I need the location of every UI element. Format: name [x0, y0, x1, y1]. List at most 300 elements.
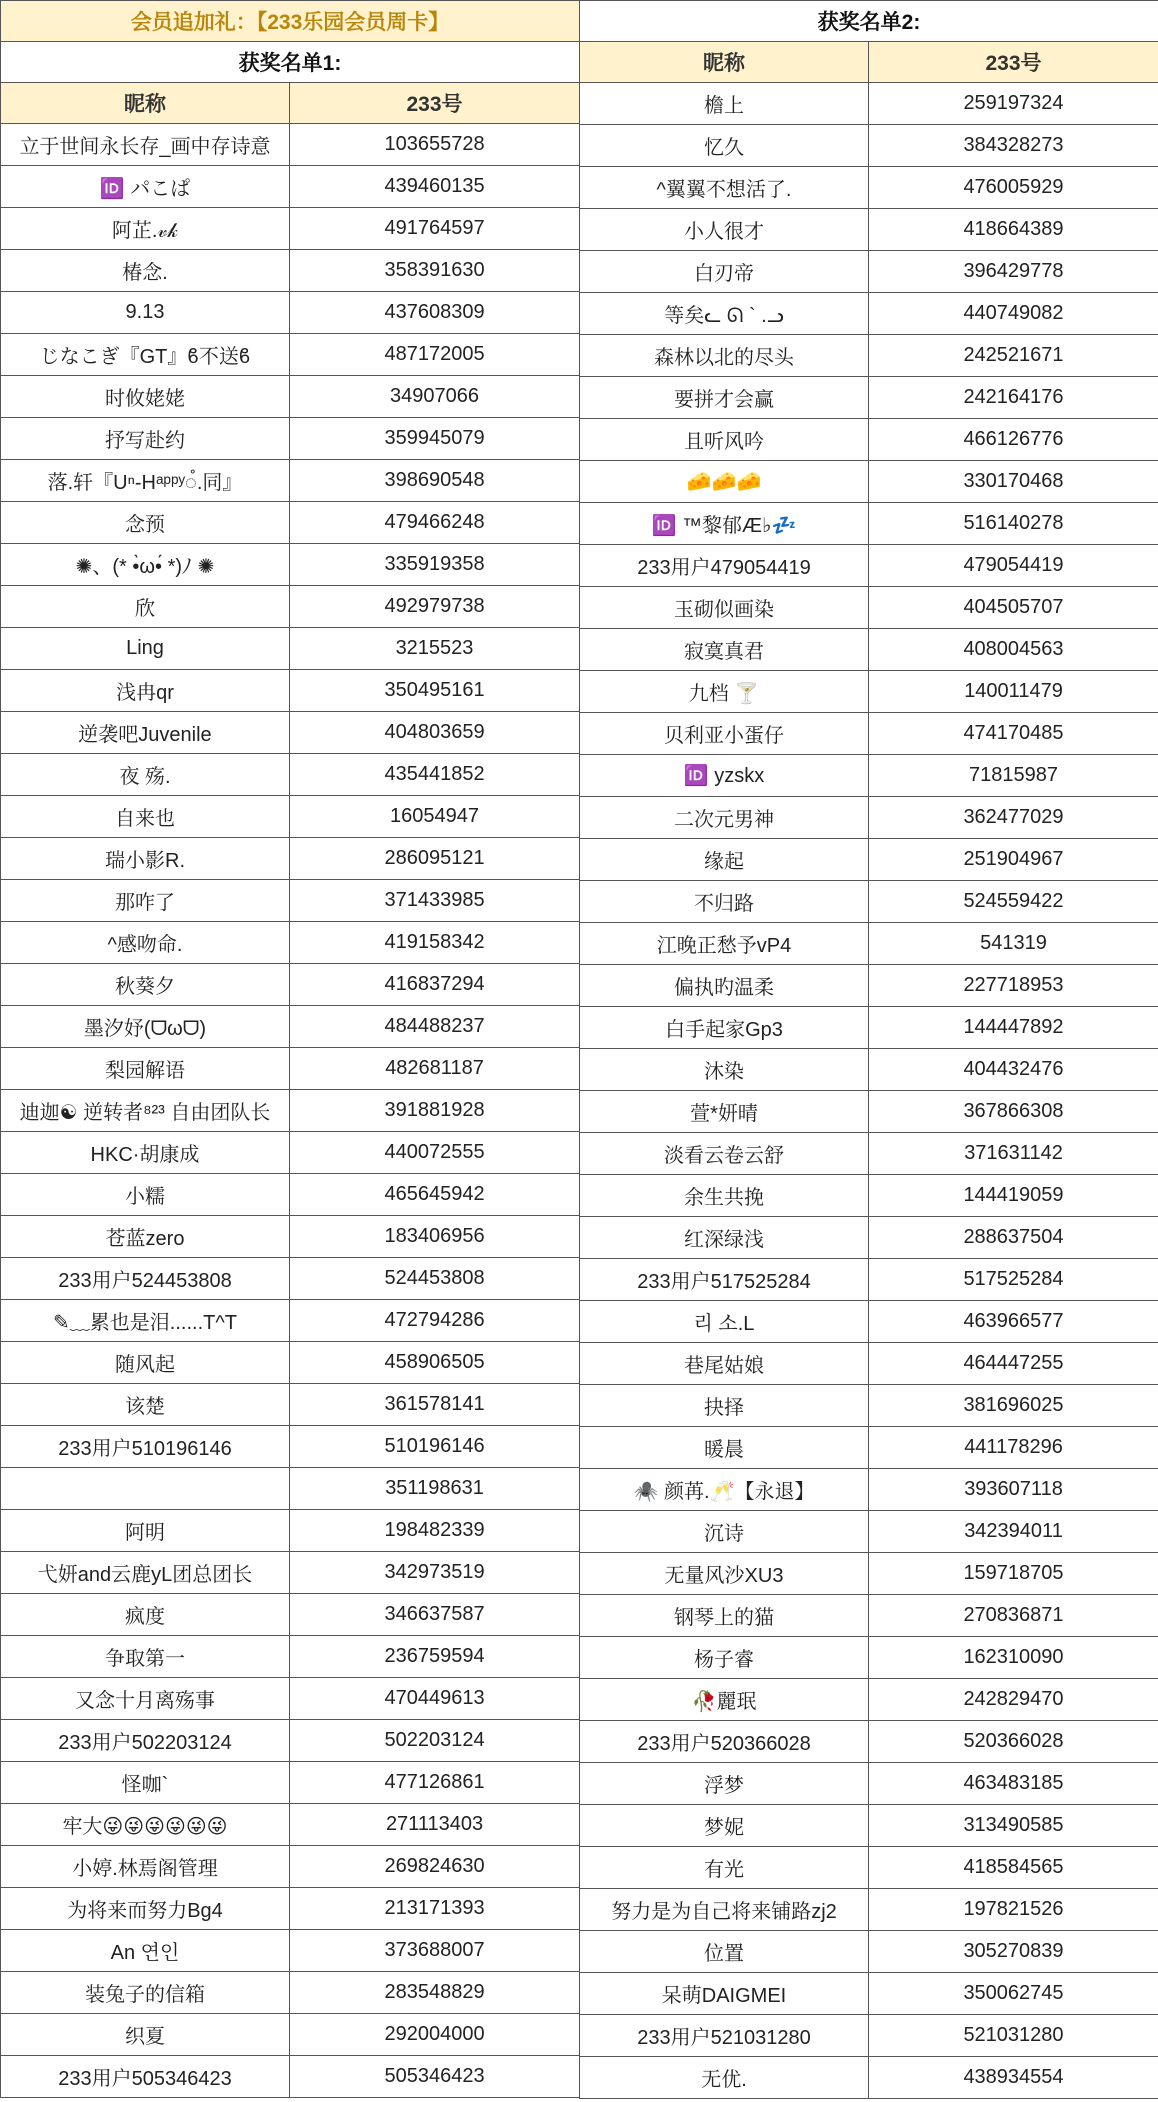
id-233-cell: 342973519 [290, 1552, 580, 1594]
nickname-cell: 浮梦 [580, 1763, 869, 1805]
table-row [1, 1132, 580, 1174]
winner-list-2-table [579, 0, 1158, 2099]
nickname-cell: 偏执旳温柔 [580, 965, 869, 1007]
id-233-cell: 487172005 [290, 334, 580, 376]
table-row [580, 377, 1158, 419]
nickname-cell: 抒写赴约 [1, 418, 290, 460]
table-row [580, 1763, 1158, 1805]
table-row [580, 1973, 1158, 2015]
id-233-cell: 463966577 [869, 1301, 1158, 1343]
nickname-cell: 那咋了 [1, 880, 290, 922]
id-233-cell: 477126861 [290, 1762, 580, 1804]
id-233-cell: 159718705 [869, 1553, 1158, 1595]
table-row [580, 1847, 1158, 1889]
table-row [1, 1300, 580, 1342]
table-row [1, 1384, 580, 1426]
table-row [1, 292, 580, 334]
table-row [580, 1469, 1158, 1511]
table-row [580, 1385, 1158, 1427]
id-233-cell: 3215523 [290, 628, 580, 670]
table-row [580, 587, 1158, 629]
table-row [1, 1552, 580, 1594]
id-233-cell: 517525284 [869, 1259, 1158, 1301]
table-row [580, 1007, 1158, 1049]
id-233-cell: 236759594 [290, 1636, 580, 1678]
id-233-cell: 440749082 [869, 293, 1158, 335]
table-row [1, 1720, 580, 1762]
table-row [580, 923, 1158, 965]
nickname-cell: 随风起 [1, 1342, 290, 1384]
table-row [1, 166, 580, 208]
nickname-cell: 🥀麗珉 [580, 1679, 869, 1721]
id-233-cell: 541319 [869, 923, 1158, 965]
id-233-cell: 361578141 [290, 1384, 580, 1426]
id-233-cell: 464447255 [869, 1343, 1158, 1385]
table-row [1, 544, 580, 586]
nickname-cell: 白刃帝 [580, 251, 869, 293]
id-233-cell: 524453808 [290, 1258, 580, 1300]
nickname-cell: ^感吻命. [1, 922, 290, 964]
id-233-cell: 346637587 [290, 1594, 580, 1636]
id-233-cell: 227718953 [869, 965, 1158, 1007]
id-233-cell: 505346423 [290, 2056, 580, 2098]
id-233-cell: 373688007 [290, 1930, 580, 1972]
nickname-cell: 时攸姥姥 [1, 376, 290, 418]
id-233-cell: 458906505 [290, 1342, 580, 1384]
table-row [580, 1511, 1158, 1553]
table-row [1, 460, 580, 502]
nickname-cell: 争取第一 [1, 1636, 290, 1678]
nickname-cell: 🆔 パこぱ [1, 166, 290, 208]
table-row [580, 755, 1158, 797]
nickname-cell: 不归路 [580, 881, 869, 923]
table-row [1, 250, 580, 292]
id-233-cell: 516140278 [869, 503, 1158, 545]
id-233-cell: 479466248 [290, 502, 580, 544]
table-row [580, 1049, 1158, 1091]
nickname-cell: 233用户517525284 [580, 1259, 869, 1301]
list2-col-id-header: 233号 [869, 42, 1158, 83]
table-row [1, 2014, 580, 2056]
winner-list-2-panel [579, 0, 1158, 2102]
nickname-cell: 小人很才 [580, 209, 869, 251]
list1-title: 获奖名单1: [1, 42, 580, 83]
table-row [580, 1259, 1158, 1301]
table-row [580, 419, 1158, 461]
table-row [580, 1343, 1158, 1385]
id-233-cell: 470449613 [290, 1678, 580, 1720]
table-row [580, 1931, 1158, 1973]
id-233-cell: 418664389 [869, 209, 1158, 251]
table-row [580, 1679, 1158, 1721]
id-233-cell: 463483185 [869, 1763, 1158, 1805]
nickname-cell: An 연인 [1, 1930, 290, 1972]
nickname-cell: 🧀🧀🧀 [580, 461, 869, 503]
id-233-cell: 502203124 [290, 1720, 580, 1762]
table-row [580, 2057, 1158, 2099]
id-233-cell: 313490585 [869, 1805, 1158, 1847]
nickname-cell: 淡看云卷云舒 [580, 1133, 869, 1175]
id-233-cell: 465645942 [290, 1174, 580, 1216]
table-row [580, 629, 1158, 671]
nickname-cell: 沉诗 [580, 1511, 869, 1553]
id-233-cell: 34907066 [290, 376, 580, 418]
id-233-cell: 140011479 [869, 671, 1158, 713]
list2-column-header-row [580, 42, 1158, 83]
id-233-cell: 283548829 [290, 1972, 580, 2014]
table-row [1, 670, 580, 712]
id-233-cell: 384328273 [869, 125, 1158, 167]
list1-col-id-header: 233号 [290, 83, 580, 124]
table-row [1, 502, 580, 544]
id-233-cell: 510196146 [290, 1426, 580, 1468]
nickname-cell: 🆔 yzskx [580, 755, 869, 797]
nickname-cell: 缘起 [580, 839, 869, 881]
table-row [580, 83, 1158, 125]
nickname-cell [1, 1468, 290, 1510]
nickname-cell: 逆袭吧Juvenile [1, 712, 290, 754]
id-233-cell: 367866308 [869, 1091, 1158, 1133]
nickname-cell: 钢琴上的猫 [580, 1595, 869, 1637]
id-233-cell: 103655728 [290, 124, 580, 166]
id-233-cell: 269824630 [290, 1846, 580, 1888]
id-233-cell: 418584565 [869, 1847, 1158, 1889]
table-row [1, 1846, 580, 1888]
nickname-cell: 阿芷.𝓋𝓀 [1, 208, 290, 250]
table-row [580, 1133, 1158, 1175]
nickname-cell: 秋葵夕 [1, 964, 290, 1006]
table-row [580, 461, 1158, 503]
table-row [580, 1217, 1158, 1259]
id-233-cell: 437608309 [290, 292, 580, 334]
nickname-cell: 梦妮 [580, 1805, 869, 1847]
nickname-cell: 怪咖` [1, 1762, 290, 1804]
table-row [1, 1678, 580, 1720]
id-233-cell: 71815987 [869, 755, 1158, 797]
table-row [1, 1594, 580, 1636]
table-row [1, 208, 580, 250]
table-row [580, 1553, 1158, 1595]
table-row [580, 1301, 1158, 1343]
nickname-cell: 努力是为自己将来铺路zj2 [580, 1889, 869, 1931]
id-233-cell: 144447892 [869, 1007, 1158, 1049]
table-row [1, 796, 580, 838]
id-233-cell: 440072555 [290, 1132, 580, 1174]
nickname-cell: 233用户502203124 [1, 1720, 290, 1762]
nickname-cell: 落.轩『Uⁿ-Hᵃᵖᵖʸ◌̊.同』 [1, 460, 290, 502]
id-233-cell: 404803659 [290, 712, 580, 754]
id-233-cell: 435441852 [290, 754, 580, 796]
id-233-cell: 251904967 [869, 839, 1158, 881]
nickname-cell: 233用户510196146 [1, 1426, 290, 1468]
nickname-cell: 疯度 [1, 1594, 290, 1636]
nickname-cell: 无量风沙XU3 [580, 1553, 869, 1595]
nickname-cell: 🆔 ™黎郁Æ♭💤 [580, 503, 869, 545]
id-233-cell: 330170468 [869, 461, 1158, 503]
id-233-cell: 520366028 [869, 1721, 1158, 1763]
id-233-cell: 441178296 [869, 1427, 1158, 1469]
nickname-cell: じなこぎ『GT』ϐ不送ϐ [1, 334, 290, 376]
nickname-cell: 无优. [580, 2057, 869, 2099]
nickname-cell: 红深绿浅 [580, 1217, 869, 1259]
id-233-cell: 362477029 [869, 797, 1158, 839]
nickname-cell: 浅冉qr [1, 670, 290, 712]
table-row [1, 838, 580, 880]
nickname-cell: 且听风吟 [580, 419, 869, 461]
nickname-cell: 要拼才会赢 [580, 377, 869, 419]
table-row [580, 797, 1158, 839]
id-233-cell: 381696025 [869, 1385, 1158, 1427]
id-233-cell: 391881928 [290, 1090, 580, 1132]
table-row [580, 1175, 1158, 1217]
nickname-cell: 萱*妍晴 [580, 1091, 869, 1133]
id-233-cell: 484488237 [290, 1006, 580, 1048]
id-233-cell: 416837294 [290, 964, 580, 1006]
nickname-cell: ^翼翼不想活了. [580, 167, 869, 209]
id-233-cell: 482681187 [290, 1048, 580, 1090]
nickname-cell: 墨汐妤(ᗜωᗜ) [1, 1006, 290, 1048]
id-233-cell: 439460135 [290, 166, 580, 208]
table-row [1, 1090, 580, 1132]
nickname-cell: 念预 [1, 502, 290, 544]
table-row [1, 712, 580, 754]
table-row [580, 881, 1158, 923]
nickname-cell: 呆萌DAIGMEI [580, 1973, 869, 2015]
id-233-cell: 408004563 [869, 629, 1158, 671]
nickname-cell: 小婷.林焉阁管理 [1, 1846, 290, 1888]
nickname-cell: 有光 [580, 1847, 869, 1889]
id-233-cell: 162310090 [869, 1637, 1158, 1679]
id-233-cell: 393607118 [869, 1469, 1158, 1511]
table-row [580, 671, 1158, 713]
id-233-cell: 305270839 [869, 1931, 1158, 1973]
id-233-cell: 466126776 [869, 419, 1158, 461]
id-233-cell: 419158342 [290, 922, 580, 964]
list2-col-name-header: 昵称 [580, 42, 869, 83]
id-233-cell: 359945079 [290, 418, 580, 460]
table-row [1, 1636, 580, 1678]
table-row [1, 124, 580, 166]
nickname-cell: 装兔子的信箱 [1, 1972, 290, 2014]
id-233-cell: 286095121 [290, 838, 580, 880]
table-row [1, 334, 580, 376]
nickname-cell: Ling [1, 628, 290, 670]
table-row [580, 545, 1158, 587]
event-header-row [1, 1, 580, 42]
nickname-cell: 233用户479054419 [580, 545, 869, 587]
id-233-cell: 396429778 [869, 251, 1158, 293]
id-233-cell: 438934554 [869, 2057, 1158, 2099]
id-233-cell: 398690548 [290, 460, 580, 502]
table-row [580, 167, 1158, 209]
id-233-cell: 476005929 [869, 167, 1158, 209]
id-233-cell: 404432476 [869, 1049, 1158, 1091]
nickname-cell: 玉砌似画染 [580, 587, 869, 629]
id-233-cell: 472794286 [290, 1300, 580, 1342]
nickname-cell: 贝利亚小蛋仔 [580, 713, 869, 755]
table-row [1, 754, 580, 796]
nickname-cell: 233用户505346423 [1, 2056, 290, 2098]
id-233-cell: 198482339 [290, 1510, 580, 1552]
id-233-cell: 271113403 [290, 1804, 580, 1846]
id-233-cell: 259197324 [869, 83, 1158, 125]
list1-title-row [1, 42, 580, 83]
table-row [580, 125, 1158, 167]
nickname-cell: 迪迦☯ 逆转者⁸²³ 自由团队长 [1, 1090, 290, 1132]
id-233-cell: 242829470 [869, 1679, 1158, 1721]
nickname-cell: 牢大😜😜😜😜😜😜 [1, 1804, 290, 1846]
nickname-cell: 瑞小影R. [1, 838, 290, 880]
id-233-cell: 351198631 [290, 1468, 580, 1510]
table-row [1, 586, 580, 628]
id-233-cell: 358391630 [290, 250, 580, 292]
table-row [580, 293, 1158, 335]
table-row [1, 1216, 580, 1258]
nickname-cell: 该楚 [1, 1384, 290, 1426]
nickname-cell: 森林以北的尽头 [580, 335, 869, 377]
nickname-cell: 忆久 [580, 125, 869, 167]
table-row [1, 922, 580, 964]
nickname-cell: 抉择 [580, 1385, 869, 1427]
nickname-cell: 🕷️ 颜苒.🥂【永退】 [580, 1469, 869, 1511]
table-row [1, 1258, 580, 1300]
list2-title: 获奖名单2: [580, 1, 1158, 42]
nickname-cell: 233用户521031280 [580, 2015, 869, 2057]
id-233-cell: 270836871 [869, 1595, 1158, 1637]
id-233-cell: 371631142 [869, 1133, 1158, 1175]
table-row [1, 1510, 580, 1552]
nickname-cell: 白手起家Gp3 [580, 1007, 869, 1049]
table-row [1, 1342, 580, 1384]
nickname-cell: 夜 殇. [1, 754, 290, 796]
table-row [1, 628, 580, 670]
id-233-cell: 342394011 [869, 1511, 1158, 1553]
table-row [1, 1468, 580, 1510]
id-233-cell: 16054947 [290, 796, 580, 838]
table-row [580, 965, 1158, 1007]
nickname-cell: 余生共挽 [580, 1175, 869, 1217]
id-233-cell: 183406956 [290, 1216, 580, 1258]
table-row [580, 251, 1158, 293]
nickname-cell: 233用户520366028 [580, 1721, 869, 1763]
table-row [1, 964, 580, 1006]
id-233-cell: 350495161 [290, 670, 580, 712]
nickname-cell: 檐上 [580, 83, 869, 125]
list1-col-name-header: 昵称 [1, 83, 290, 124]
table-row [580, 1091, 1158, 1133]
nickname-cell: 又念十月离殇事 [1, 1678, 290, 1720]
table-row [580, 1637, 1158, 1679]
nickname-cell: 9.13 [1, 292, 290, 334]
nickname-cell: 梨园解语 [1, 1048, 290, 1090]
nickname-cell: 寂寞真君 [580, 629, 869, 671]
id-233-cell: 474170485 [869, 713, 1158, 755]
table-row [1, 880, 580, 922]
id-233-cell: 197821526 [869, 1889, 1158, 1931]
nickname-cell: 리 소.L [580, 1301, 869, 1343]
table-row [580, 209, 1158, 251]
table-row [1, 1048, 580, 1090]
table-row [1, 1888, 580, 1930]
table-row [1, 1006, 580, 1048]
event-header: 会员追加礼：【233乐园会员周卡】 [1, 1, 580, 42]
nickname-cell: 杨子睿 [580, 1637, 869, 1679]
id-233-cell: 371433985 [290, 880, 580, 922]
id-233-cell: 213171393 [290, 1888, 580, 1930]
id-233-cell: 144419059 [869, 1175, 1158, 1217]
table-row [580, 1427, 1158, 1469]
id-233-cell: 479054419 [869, 545, 1158, 587]
nickname-cell: 为将来而努力Bg4 [1, 1888, 290, 1930]
nickname-cell: 二次元男神 [580, 797, 869, 839]
id-233-cell: 491764597 [290, 208, 580, 250]
id-233-cell: 404505707 [869, 587, 1158, 629]
table-row [1, 1930, 580, 1972]
nickname-cell: ✺、(* •̀ω•́ *)ﾉ ✺ [1, 544, 290, 586]
table-row [580, 1595, 1158, 1637]
table-row [580, 1805, 1158, 1847]
nickname-cell: 江晚正愁予vP4 [580, 923, 869, 965]
nickname-cell: 沐染 [580, 1049, 869, 1091]
nickname-cell: 自来也 [1, 796, 290, 838]
nickname-cell: 椿念. [1, 250, 290, 292]
list2-title-row [580, 1, 1158, 42]
id-233-cell: 242521671 [869, 335, 1158, 377]
nickname-cell: 位置 [580, 1931, 869, 1973]
nickname-cell: 织夏 [1, 2014, 290, 2056]
nickname-cell: 暖晨 [580, 1427, 869, 1469]
table-row [580, 503, 1158, 545]
nickname-cell: HKC·胡康成 [1, 1132, 290, 1174]
table-row [1, 418, 580, 460]
id-233-cell: 524559422 [869, 881, 1158, 923]
table-row [1, 1174, 580, 1216]
id-233-cell: 335919358 [290, 544, 580, 586]
nickname-cell: 欣 [1, 586, 290, 628]
id-233-cell: 292004000 [290, 2014, 580, 2056]
table-row [1, 2056, 580, 2098]
nickname-cell: 立于世间永长存_画中存诗意 [1, 124, 290, 166]
table-row [580, 713, 1158, 755]
winner-list-1-table [0, 0, 580, 2098]
id-233-cell: 350062745 [869, 1973, 1158, 2015]
table-row [1, 376, 580, 418]
nickname-cell: 等矣ᓚ ᘏ ` .ᓗ [580, 293, 869, 335]
table-row [580, 2015, 1158, 2057]
id-233-cell: 288637504 [869, 1217, 1158, 1259]
table-row [580, 335, 1158, 377]
table-row [1, 1804, 580, 1846]
nickname-cell: 巷尾姑娘 [580, 1343, 869, 1385]
id-233-cell: 242164176 [869, 377, 1158, 419]
nickname-cell: 弋妍and云鹿yL团总团长 [1, 1552, 290, 1594]
table-row [1, 1426, 580, 1468]
table-row [580, 1721, 1158, 1763]
table-row [1, 1972, 580, 2014]
table-row [580, 839, 1158, 881]
table-row [1, 1762, 580, 1804]
nickname-cell: 233用户524453808 [1, 1258, 290, 1300]
table-row [580, 1889, 1158, 1931]
nickname-cell: ✎﹏累也是泪......T^T [1, 1300, 290, 1342]
nickname-cell: 阿明 [1, 1510, 290, 1552]
nickname-cell: 九档 🍸 [580, 671, 869, 713]
id-233-cell: 492979738 [290, 586, 580, 628]
nickname-cell: 小糯 [1, 1174, 290, 1216]
list1-column-header-row [1, 83, 580, 124]
nickname-cell: 苍蓝zero [1, 1216, 290, 1258]
id-233-cell: 521031280 [869, 2015, 1158, 2057]
